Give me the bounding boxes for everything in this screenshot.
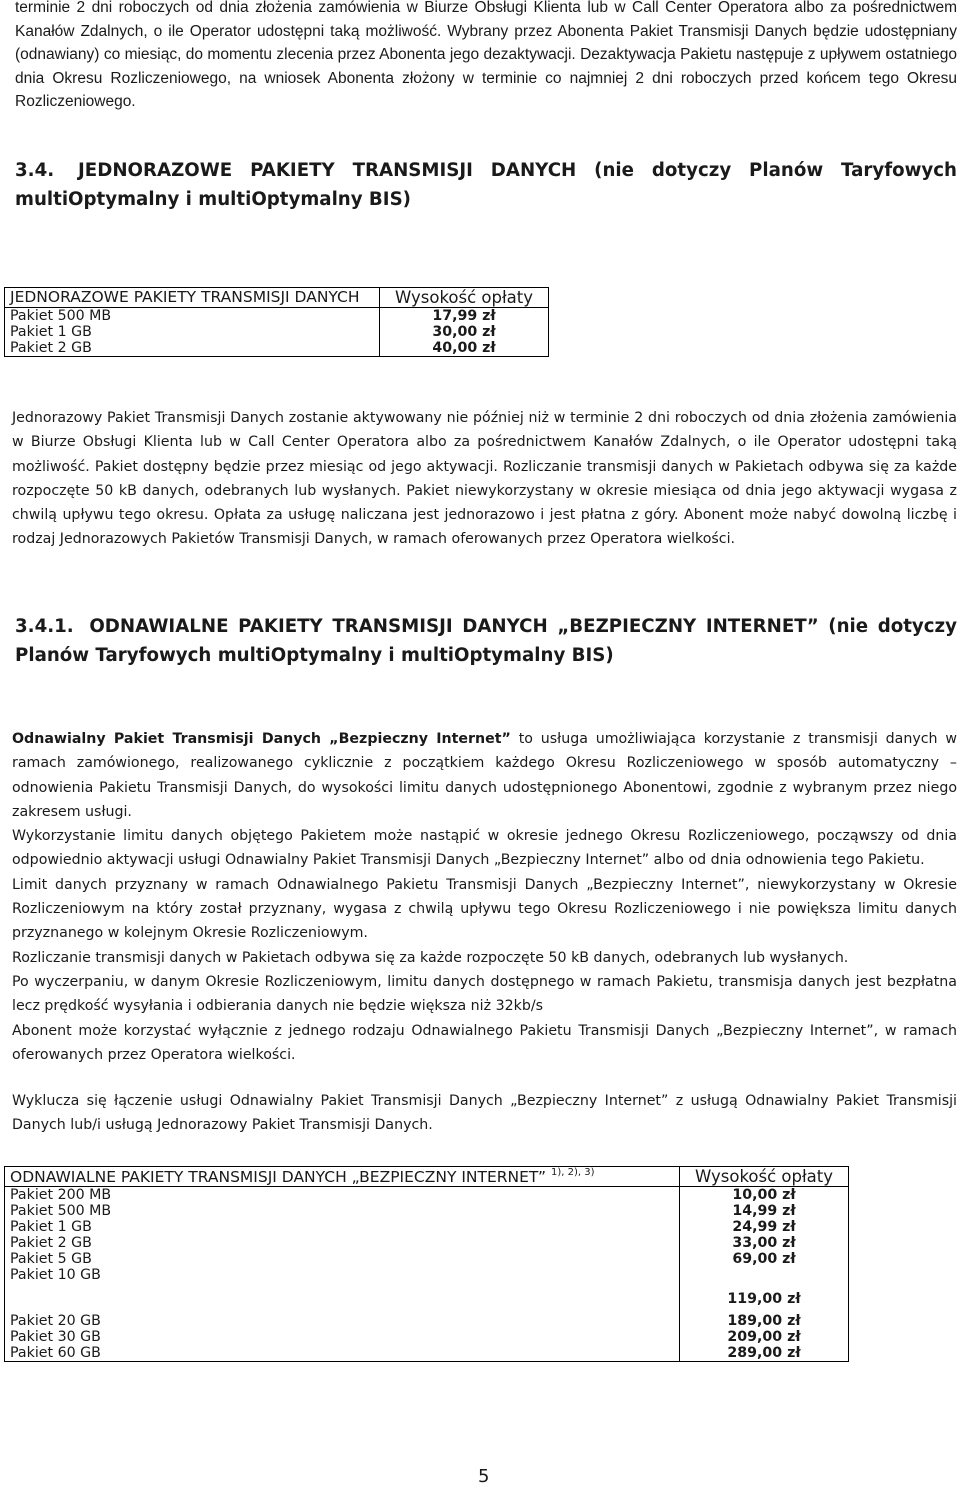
limit-expiry-paragraph: Limit danych przyznany w ramach Odnawialnego Pakietu Transmisji Danych „Bezpieczny Internet”, niewykorzystany w Okresie Rozliczeniowym na który został przyznany, wygasa z chwilą upływu tego Okresu Rozliczeniowego i nie powiększa limitu danych przyznanego w kolejnym Okresie Rozliczeniowym.	[12, 876, 957, 942]
section-3-4-number: 3.4.	[15, 160, 55, 181]
renewable-packages-description	[12, 727, 957, 1138]
section-3-4-1-number: 3.4.1.	[15, 616, 74, 637]
table-row	[5, 1203, 849, 1219]
package-name-header	[5, 1167, 680, 1187]
package-fee-cell: 30,00 zł	[380, 324, 549, 340]
one-time-packages-table	[4, 287, 549, 357]
package-fee-cell: 189,00 zł	[680, 1313, 849, 1329]
table-row	[5, 308, 549, 325]
package-fee-cell: 40,00 zł	[380, 340, 549, 357]
limit-usage-paragraph: Wykorzystanie limitu danych objętego Pakietem może nastąpić w okresie jednego Okresu Rozliczeniowego, począwszy od dnia odpowiednio aktywacji usługi Odnawialny Pakiet Transmisji Danych „Bezpieczny Internet” albo od dnia odnowienia tego Pakietu.	[12, 828, 957, 869]
renewable-intro-paragraph	[12, 727, 957, 824]
package-name-cell: Pakiet 10 GB	[5, 1267, 680, 1313]
package-fee-cell: 289,00 zł	[680, 1345, 849, 1362]
intro-paragraph: terminie 2 dni roboczych od dnia złożenia zamówienia w Biurze Obsługi Klienta lub w Call Center Operatora albo za pośrednictwem Kanałów Zdalnych, o ile Operator udostępni taką możliwość. Wybrany przez Abonenta Pakiet Transmisji Danych będzie udostępniany (odnawiany) co miesiąc, do momentu zlecenia przez Abonenta jego dezaktywacji. Dezaktywacja Pakietu następuje z upływem ostatniego dnia Okresu Rozliczeniowego, na wniosek Abonenta złożony w terminie co najmniej 2 dni roboczych przed końcem tego Okresu Rozliczeniowego.	[15, 0, 957, 111]
package-name-header-text: ODNAWIALNE PAKIETY TRANSMISJI DANYCH „BEZPIECZNY INTERNET”	[10, 1168, 547, 1186]
footnote-markers: 1), 2), 3)	[551, 1167, 595, 1178]
billing-paragraph: Rozliczanie transmisji danych w Pakietach odbywa się za każde rozpoczęte 50 kB danych, odebranych lub wysłanych.	[12, 949, 849, 966]
package-fee-cell: 14,99 zł	[680, 1203, 849, 1219]
section-3-4-1-heading	[15, 612, 957, 670]
package-name-cell: Pakiet 500 MB	[5, 308, 380, 325]
table-row	[5, 324, 549, 340]
package-name-cell: Pakiet 60 GB	[5, 1345, 680, 1362]
package-fee-cell: 69,00 zł	[680, 1251, 849, 1267]
exclusion-paragraph: Wyklucza się łączenie usługi Odnawialny Pakiet Transmisji Danych „Bezpieczny Internet” z usługą Odnawialny Pakiet Transmisji Danych lub/i usługą Jednorazowy Pakiet Transmisji Danych.	[12, 1093, 957, 1134]
fee-header: Wysokość opłaty	[680, 1167, 849, 1187]
speed-limit-paragraph: Po wyczerpaniu, w danym Okresie Rozliczeniowym, limitu danych dostępnego w ramach Pakietu, transmisja danych jest bezpłatna lecz prędkość wysyłania i odbierania danych nie będzie większa niż 32kb/s	[12, 973, 957, 1015]
renewable-packages-table	[4, 1166, 849, 1362]
table-row	[5, 1329, 849, 1345]
package-fee-cell: 24,99 zł	[680, 1219, 849, 1235]
table-header-row	[5, 288, 549, 308]
table-row	[5, 1267, 849, 1313]
package-name-cell: Pakiet 5 GB	[5, 1251, 680, 1267]
package-fee-cell: 10,00 zł	[680, 1187, 849, 1204]
page-number: 5	[478, 1466, 490, 1487]
package-name-cell: Pakiet 2 GB	[5, 340, 380, 357]
package-name-cell: Pakiet 20 GB	[5, 1313, 680, 1329]
package-name-cell: Pakiet 500 MB	[5, 1203, 680, 1219]
one-time-packages-paragraph: Jednorazowy Pakiet Transmisji Danych zostanie aktywowany nie później niż w terminie 2 dni roboczych od dnia złożenia zamówienia w Biurze Obsługi Klienta lub w Call Center Operatora albo za pośrednictwem Kanałów Zdalnych, o ile Operator udostępni taką możliwość. Pakiet dostępny będzie przez miesiąc od jego aktywacji. Rozliczanie transmisji danych w Pakietach odbywa się za każde rozpoczęte 50 kB danych, odebranych lub wysłanych. Pakiet niewykorzystany w okresie miesiąca od dnia jego aktywacji wygasa z chwilą upływu tego okresu. Opłata za usługę naliczana jest jednorazowo i jest płatna z góry. Abonent może nabyć dowolną liczbę i rodzaj Jednorazowych Pakietów Transmisji Danych, w ramach oferowanych przez Operatora wielkości.	[12, 410, 957, 548]
package-name-header: JEDNORAZOWE PAKIETY TRANSMISJI DANYCH	[5, 288, 380, 308]
package-fee-cell: 119,00 zł	[680, 1267, 849, 1313]
package-fee-cell: 17,99 zł	[380, 308, 549, 325]
renewable-package-name: Odnawialny Pakiet Transmisji Danych „Bezpieczny Internet”	[12, 731, 511, 747]
section-3-4-title: JEDNORAZOWE PAKIETY TRANSMISJI DANYCH (nie dotyczy Planów Taryfowych multiOptymalny i multiOptymalny BIS)	[15, 160, 957, 210]
table-row	[5, 1187, 849, 1204]
section-3-4-heading	[15, 156, 957, 214]
package-name-cell: Pakiet 1 GB	[5, 324, 380, 340]
table-row	[5, 1313, 849, 1329]
section-3-4-1-title: ODNAWIALNE PAKIETY TRANSMISJI DANYCH „BEZPIECZNY INTERNET” (nie dotyczy Planów Taryfowych multiOptymalny i multiOptymalny BIS)	[15, 616, 957, 666]
fee-header: Wysokość opłaty	[380, 288, 549, 308]
renewable-intro-text: to usługa umożliwiająca korzystanie z transmisji danych w ramach zamówionego, realizowanego cyklicznie z początkiem każdego Okresu Rozliczeniowego w sposób automatyczny – odnowienia Pakietu Transmisji Danych, do wysokości limitu danych udostępnionego Abonentowi, zgodnie z wybranym przez niego zakresem usługi.	[12, 731, 957, 820]
package-name-cell: Pakiet 200 MB	[5, 1187, 680, 1204]
package-fee-cell: 209,00 zł	[680, 1329, 849, 1345]
table-row	[5, 1219, 849, 1235]
table-row	[5, 1251, 849, 1267]
table-row	[5, 1235, 849, 1251]
package-name-cell: Pakiet 1 GB	[5, 1219, 680, 1235]
package-name-cell: Pakiet 2 GB	[5, 1235, 680, 1251]
table-row	[5, 1345, 849, 1362]
package-fee-cell: 33,00 zł	[680, 1235, 849, 1251]
table-row	[5, 340, 549, 357]
single-type-paragraph: Abonent może korzystać wyłącznie z jednego rodzaju Odnawialnego Pakietu Transmisji Danych „Bezpieczny Internet”, w ramach oferowanych przez Operatora wielkości.	[12, 1022, 957, 1063]
table-header-row	[5, 1167, 849, 1187]
package-name-cell: Pakiet 30 GB	[5, 1329, 680, 1345]
